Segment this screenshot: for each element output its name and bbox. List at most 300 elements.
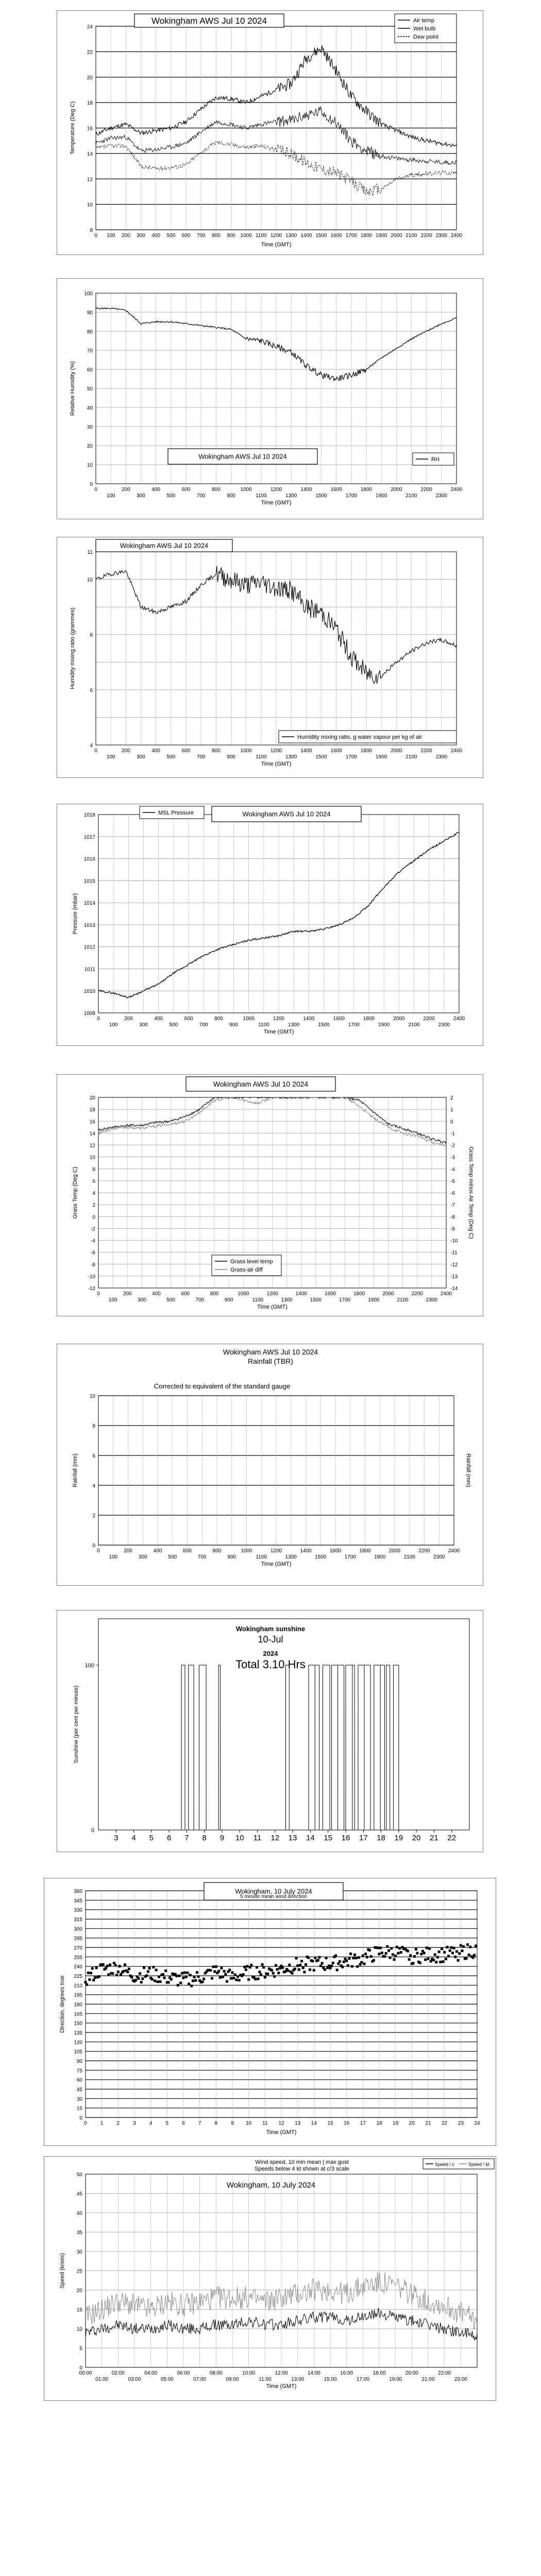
wind-direction-point [465, 1957, 467, 1960]
wind-direction-point [130, 1976, 133, 1978]
x-tick-label: 400 [152, 1291, 161, 1297]
x-tick-label: 100 [106, 493, 115, 499]
wind-direction-point [460, 1944, 462, 1947]
x-tick-label: 1900 [376, 754, 387, 760]
wind-direction-point [215, 1965, 217, 1968]
y-tick-label: 1018 [83, 812, 95, 818]
x-tick-label: 1900 [368, 1297, 380, 1303]
chart-title: Wokingham AWS Jul 10 2024 [213, 1079, 309, 1088]
x-tick-label: 0 [97, 1548, 100, 1554]
x-tick-label: 18 [377, 1834, 385, 1842]
wind-direction-point [254, 1978, 257, 1980]
x-tick-label: 100 [108, 1297, 117, 1303]
wind-direction-point [188, 1982, 190, 1985]
wind-direction-point [92, 1979, 95, 1981]
wind-direction-point [348, 1957, 350, 1960]
sunshine-burst [386, 1665, 390, 1830]
wind-direction-point [462, 1945, 465, 1948]
wind-direction-point [281, 1967, 284, 1969]
wind-direction-point [245, 1969, 247, 1971]
wind-direction-point [339, 1960, 341, 1963]
wind-direction-point [212, 1965, 215, 1968]
x-tick-label: 16 [341, 1834, 350, 1842]
x-tick-label: 00:00 [79, 2370, 92, 2376]
x-tick-label: 1400 [300, 1548, 312, 1554]
wind-direction-point [234, 1974, 236, 1976]
wind-direction-point [261, 1963, 264, 1966]
x-tick-label: 600 [181, 487, 191, 493]
y-tick-label: 24 [87, 24, 93, 30]
wind-direction-point [141, 1977, 144, 1980]
x-tick-label: 1800 [360, 487, 373, 493]
wind-direction-point [182, 1977, 185, 1979]
x-tick-label: 5 [165, 2121, 169, 2126]
x-tick-label: 19 [394, 1834, 403, 1842]
wind-direction-point [249, 1966, 251, 1969]
wind-direction-point [266, 1973, 269, 1975]
legend-label: RH [431, 456, 439, 463]
x-tick-label: 17:00 [356, 2377, 369, 2382]
wind-direction-point [95, 1967, 98, 1969]
y-tick-label: 10 [87, 202, 93, 208]
x-tick-label: 21 [425, 2121, 431, 2126]
x-tick-label: 800 [211, 487, 221, 493]
wind-direction-point [383, 1955, 386, 1958]
x-tick-label: 1400 [300, 748, 312, 754]
x-tick-label: 2100 [403, 1554, 415, 1560]
x-tick-label: 1400 [300, 233, 312, 239]
x-tick-label: 400 [151, 748, 161, 754]
x-tick-label: 13 [295, 2121, 301, 2126]
wind-direction-point [270, 1969, 273, 1972]
wind-direction-point [424, 1958, 427, 1961]
wind-direction-point [272, 1972, 275, 1975]
x-tick-label: 200 [121, 233, 130, 239]
wind-direction-point [158, 1975, 160, 1978]
y-right-tick-label: 2 [450, 1095, 453, 1101]
chart-title: Wokingham AWS Jul 10 2024 [242, 810, 331, 818]
chart-total: Total 3.10 Hrs [235, 1658, 306, 1671]
y-tick-label: -6 [91, 1250, 95, 1256]
y-tick-label: 18 [87, 100, 93, 107]
x-tick-label: 300 [138, 1297, 146, 1303]
wind-direction-point [243, 1965, 246, 1968]
x-tick-label: 1400 [295, 1291, 307, 1297]
wind-direction-point [148, 1967, 151, 1970]
wind-direction-point [291, 1972, 294, 1975]
wind-speed-chart-panel [44, 2156, 496, 2401]
wind-direction-point [122, 1970, 125, 1973]
x-tick-label: 1000 [240, 233, 252, 239]
x-tick-label: 0 [97, 1016, 100, 1022]
wind-direction-point [140, 1981, 143, 1984]
x-tick-label: 1100 [256, 1554, 267, 1560]
mixing-ratio-chart-panel [57, 537, 483, 778]
chart-subtitle: Rainfall (TBR) [248, 1357, 293, 1365]
y-tick-label: 100 [84, 291, 93, 297]
wind-direction-point [419, 1961, 421, 1964]
x-tick-label: 8 [214, 2121, 218, 2126]
x-tick-label: 900 [229, 1022, 238, 1028]
plot-area-border [98, 1619, 469, 1830]
y-tick-label: 360 [74, 1889, 82, 1894]
x-tick-label: 700 [199, 1022, 208, 1028]
x-tick-label: 12:00 [275, 2370, 288, 2376]
y-right-tick-label: 0 [450, 1119, 453, 1125]
x-tick-label: 1300 [285, 493, 297, 499]
wind-direction-point [317, 1959, 319, 1961]
wind-direction-point [324, 1969, 326, 1971]
x-tick-label: 2300 [438, 1022, 450, 1028]
mixing-ratio-chart [57, 537, 484, 778]
x-tick-label: 1000 [243, 1016, 255, 1022]
wind-direction-point [201, 1980, 204, 1983]
wind-direction-point [164, 1970, 167, 1972]
wind-direction-point [236, 1975, 239, 1978]
wind-direction-point [441, 1947, 443, 1950]
y-tick-label: 60 [87, 367, 93, 373]
y-tick-label: 11 [87, 550, 93, 555]
y-tick-label: 14 [89, 1131, 95, 1137]
x-tick-label: 7 [198, 2121, 201, 2126]
y-tick-label: 1011 [84, 967, 95, 973]
x-tick-label: 800 [212, 1548, 222, 1554]
x-tick-label: 900 [227, 233, 235, 239]
y-tick-label: 60 [76, 2077, 82, 2083]
x-tick-label: 500 [166, 493, 176, 499]
x-tick-label: 08:00 [209, 2370, 223, 2376]
sunshine-burst [309, 1665, 319, 1830]
wind-direction-point [436, 1956, 439, 1958]
wind-direction-point [296, 1964, 299, 1967]
y-tick-label: 1016 [83, 856, 95, 862]
x-tick-label: 23:00 [454, 2377, 467, 2382]
wind-direction-point [190, 1985, 193, 1987]
chart-title: Wokingham AWS Jul 10 2024 [151, 15, 267, 26]
wind-direction-point [302, 1967, 305, 1969]
wind-direction-chart [44, 1878, 497, 2146]
y-tick-label: 90 [87, 310, 93, 316]
x-tick-label: 1300 [285, 1554, 297, 1560]
wind-direction-point [370, 1955, 373, 1958]
x-tick-label: 1100 [256, 754, 267, 760]
x-tick-label: 22 [442, 2121, 448, 2126]
x-tick-label: 0 [94, 487, 97, 493]
chart-subtitle: 5 minute mean wind direction [240, 1894, 308, 1900]
x-tick-label: 1300 [281, 1297, 293, 1303]
wind-direction-point [445, 1958, 447, 1960]
x-tick-label: 0 [94, 233, 97, 239]
wind-direction-chart-panel [44, 1878, 496, 2146]
x-tick-label: 07:00 [193, 2377, 207, 2382]
x-tick-label: 1200 [270, 748, 282, 754]
y-tick-label: 8 [90, 632, 93, 638]
x-tick-label: 1200 [270, 487, 282, 493]
y-tick-label: 0 [79, 2115, 82, 2121]
sunshine-burst [358, 1665, 370, 1830]
y-tick-label: 15 [76, 2307, 82, 2313]
wind-direction-point [179, 1981, 182, 1984]
x-tick-label: 14 [306, 1834, 315, 1842]
x-tick-label: 1400 [300, 487, 312, 493]
x-tick-label: 200 [123, 1291, 132, 1297]
x-tick-label: 10:00 [242, 2370, 256, 2376]
y-right-tick-label: -14 [450, 1286, 458, 1292]
wind-direction-point [300, 1960, 303, 1962]
y-right-tick-label: -3 [450, 1155, 455, 1161]
y-tick-label: 1015 [83, 878, 95, 885]
y-tick-label: 80 [87, 329, 93, 335]
x-tick-label: 2100 [405, 493, 417, 499]
y-tick-label: 1009 [83, 1011, 95, 1016]
y-tick-label: -4 [91, 1238, 95, 1244]
x-tick-label: 3 [114, 1834, 119, 1842]
x-tick-label: 2000 [393, 1016, 405, 1022]
x-tick-label: 100 [106, 233, 115, 239]
y-tick-label: 15 [76, 2106, 82, 2112]
y-tick-label: 1010 [83, 989, 95, 995]
y-tick-label: 14 [87, 151, 93, 157]
x-tick-label: 17 [359, 1834, 368, 1842]
wind-direction-point [394, 1955, 397, 1957]
wind-direction-point [453, 1947, 455, 1950]
x-tick-label: 500 [166, 233, 176, 239]
x-tick-label: 12 [278, 2121, 284, 2126]
y-tick-label: 1013 [83, 922, 95, 928]
y-tick-label: 0 [91, 1827, 94, 1834]
wind-direction-point [360, 1961, 363, 1964]
x-tick-label: 400 [151, 233, 161, 239]
x-tick-label: 18 [376, 2121, 382, 2126]
wind-direction-point [143, 1967, 145, 1969]
x-tick-label: 1200 [270, 233, 282, 239]
legend-label: Wet bulb [413, 26, 436, 32]
x-tick-label: 1700 [345, 233, 357, 239]
wind-direction-point [88, 1978, 91, 1981]
wind-direction-point [400, 1951, 402, 1954]
y-axis-label: Temperature (Deg C) [70, 101, 76, 155]
y-tick-label: 10 [76, 2327, 82, 2332]
y-tick-label: 20 [76, 2288, 82, 2294]
x-tick-label: 2200 [423, 1016, 435, 1022]
wind-direction-point [366, 1956, 368, 1958]
x-tick-label: 2000 [391, 748, 402, 754]
y-tick-label: 0 [90, 482, 93, 487]
wind-direction-point [447, 1955, 450, 1957]
wind-direction-point [362, 1954, 364, 1957]
wind-direction-point [217, 1970, 220, 1973]
sunshine-burst [218, 1665, 220, 1830]
wind-direction-point [192, 1979, 194, 1982]
y-right-tick-label: -11 [450, 1250, 458, 1256]
y-right-tick-label: -2 [450, 1143, 455, 1149]
x-tick-label: 1500 [315, 1554, 327, 1560]
legend-label: Humidity mixing ratio, g water vapour per kg of air [297, 734, 422, 740]
y-tick-label: 18 [89, 1107, 95, 1113]
wind-direction-point [98, 1975, 100, 1978]
x-tick-label: 1700 [348, 1022, 360, 1028]
x-tick-label: 9 [219, 1834, 225, 1842]
wind-direction-point [392, 1953, 394, 1956]
y-tick-label: 70 [87, 348, 93, 354]
x-tick-label: 12 [270, 1834, 280, 1842]
y-tick-label: 45 [76, 2191, 82, 2197]
wind-direction-point [336, 1969, 339, 1971]
y-tick-label: -8 [91, 1262, 95, 1268]
wind-direction-point [412, 1962, 415, 1964]
wind-direction-point [90, 1972, 92, 1974]
wind-direction-point [226, 1980, 228, 1982]
x-tick-label: 200 [124, 1016, 133, 1022]
wind-direction-point [163, 1977, 166, 1979]
y-tick-label: 6 [92, 1178, 95, 1184]
y-tick-label: 50 [76, 2172, 82, 2178]
x-tick-label: 2100 [405, 233, 417, 239]
wind-direction-point [387, 1950, 390, 1952]
grass-temp-chart-panel [57, 1074, 483, 1316]
y-tick-label: -2 [91, 1226, 95, 1232]
wind-direction-point [393, 1958, 396, 1961]
chart-header-line1: Wind speed, 10 min mean | max gust [255, 2159, 349, 2165]
y-tick-label: 285 [74, 1936, 82, 1942]
x-tick-label: 7 [184, 1834, 189, 1842]
y-tick-label: 10 [89, 1155, 95, 1161]
sunshine-burst [199, 1665, 206, 1830]
wind-direction-point [311, 1960, 314, 1962]
y-tick-label: 180 [74, 2002, 82, 2008]
wind-direction-point [442, 1960, 445, 1963]
wind-direction-point [455, 1950, 458, 1953]
y-tick-label: 1012 [83, 944, 95, 951]
x-tick-label: 5 [149, 1834, 154, 1842]
x-tick-label: 1000 [241, 1548, 252, 1554]
x-tick-label: 1500 [318, 1022, 330, 1028]
wind-direction-point [319, 1964, 322, 1967]
x-tick-label: 4 [131, 1834, 136, 1842]
x-tick-label: 300 [137, 233, 145, 239]
wind-direction-point [385, 1952, 387, 1955]
legend-label: Speed / c [435, 2162, 455, 2167]
wind-direction-point [345, 1959, 348, 1962]
wind-direction-point [468, 1954, 470, 1956]
wind-direction-point [329, 1967, 332, 1970]
y-tick-label: 10 [87, 463, 93, 468]
x-tick-label: 9 [231, 2121, 234, 2126]
wind-direction-point [258, 1971, 261, 1973]
sunshine-burst [394, 1665, 399, 1830]
x-tick-label: 1900 [376, 233, 387, 239]
x-tick-label: 2100 [408, 1022, 420, 1028]
wind-direction-point [175, 1975, 178, 1977]
x-tick-label: 0 [97, 1291, 100, 1297]
x-tick-label: 200 [121, 487, 130, 493]
wind-direction-point [213, 1970, 216, 1973]
wind-direction-point [211, 1977, 213, 1979]
x-tick-label: 700 [196, 754, 206, 760]
x-tick-label: 15 [324, 1834, 333, 1842]
wind-direction-point [341, 1965, 344, 1968]
x-tick-label: 500 [166, 754, 176, 760]
wind-direction-point [295, 1957, 298, 1959]
x-tick-label: 400 [153, 1548, 162, 1554]
x-tick-label: 11 [262, 2121, 268, 2126]
x-axis-label: Time (GMT) [266, 2129, 297, 2136]
wind-direction-point [284, 1970, 286, 1973]
x-tick-label: 300 [137, 754, 145, 760]
wind-direction-point [139, 1972, 141, 1975]
y-axis-label: Direction, degrees true [59, 1975, 65, 2033]
y-tick-label: 6 [90, 687, 93, 693]
y-tick-label: 40 [76, 2211, 82, 2216]
wind-direction-point [156, 1980, 159, 1983]
wind-direction-point [260, 1973, 262, 1976]
wind-direction-point [220, 1967, 223, 1970]
wind-direction-point [449, 1950, 451, 1952]
y-axis-label: Humidity mixing ratio (grammes) [70, 607, 76, 689]
x-tick-label: 600 [183, 1548, 192, 1554]
y-tick-label: 225 [74, 1974, 82, 1979]
x-tick-label: 13 [288, 1834, 297, 1842]
wind-direction-point [134, 1979, 137, 1981]
humidity-chart [57, 279, 484, 520]
x-tick-label: 2400 [440, 1291, 452, 1297]
wind-direction-point [159, 1980, 162, 1983]
wind-direction-point [432, 1959, 435, 1961]
x-tick-label: 2300 [433, 1554, 445, 1560]
x-tick-label: 02:00 [111, 2370, 125, 2376]
y-tick-label: 330 [74, 1907, 82, 1913]
x-axis-label: Time (GMT) [263, 1029, 294, 1035]
chart-title: Wokingham, 10 July 2024 [235, 1887, 312, 1895]
wind-direction-point [343, 1960, 345, 1963]
x-tick-label: 900 [227, 1554, 236, 1560]
wind-direction-point [318, 1956, 320, 1959]
x-axis-label: Time (GMT) [266, 2383, 297, 2389]
rainfall-chart-panel [57, 1344, 483, 1586]
wind-direction-point [275, 1964, 277, 1967]
y-tick-label: 105 [74, 2049, 82, 2055]
legend-label: Air temp [413, 18, 434, 24]
wind-direction-point [428, 1947, 431, 1950]
wind-direction-point [439, 1961, 442, 1963]
temperature-chart-panel [57, 10, 483, 255]
wind-direction-point [363, 1962, 366, 1965]
humidity-chart-panel [57, 278, 483, 519]
x-tick-label: 900 [227, 493, 235, 499]
x-axis-label: Time (GMT) [261, 500, 292, 506]
wind-direction-point [386, 1945, 388, 1948]
y-tick-label: 270 [74, 1945, 82, 1951]
y-tick-label: 120 [74, 2040, 82, 2046]
x-tick-label: 2200 [420, 487, 432, 493]
wind-direction-point [152, 1966, 155, 1969]
x-tick-label: 09:00 [226, 2377, 239, 2382]
x-tick-label: 700 [197, 1554, 207, 1560]
wind-direction-point [170, 1978, 173, 1980]
wind-direction-point [111, 1972, 114, 1975]
x-tick-label: 2400 [450, 233, 463, 239]
wind-direction-point [358, 1956, 360, 1959]
x-tick-label: 17 [360, 2121, 366, 2126]
wind-direction-point [446, 1946, 448, 1948]
y-tick-label: 4 [90, 743, 93, 749]
x-tick-label: 20 [409, 2121, 415, 2126]
y-axis-label: Speed (knots) [59, 2253, 65, 2289]
x-tick-label: 1800 [353, 1291, 365, 1297]
y-right-tick-label: -4 [450, 1166, 455, 1173]
x-tick-label: 0 [94, 748, 97, 754]
y-right-tick-label: -8 [450, 1214, 455, 1221]
